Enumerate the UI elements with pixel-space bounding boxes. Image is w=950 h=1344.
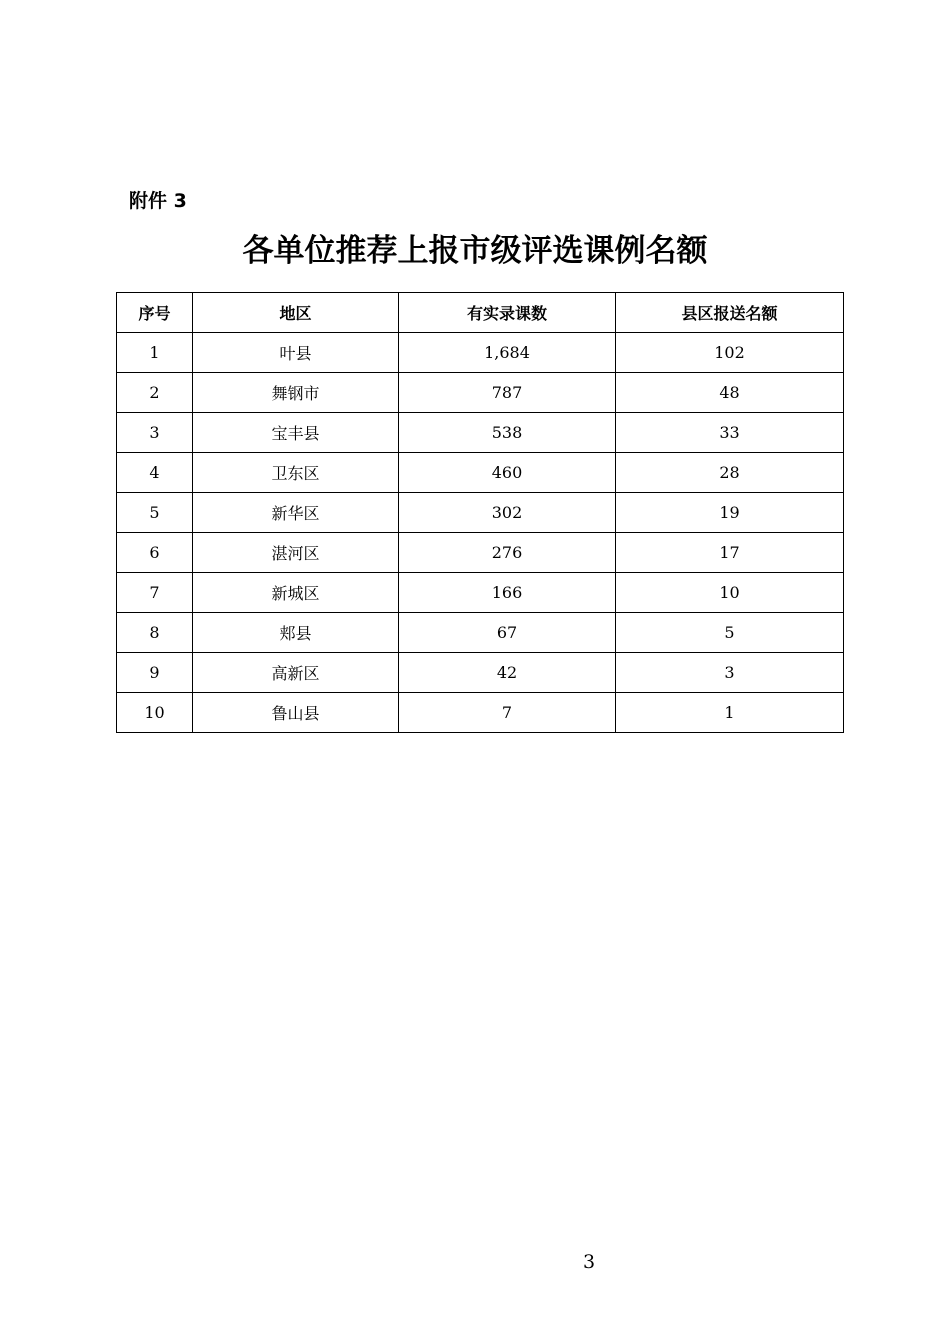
cell-recorded-lessons: 42 xyxy=(399,653,616,693)
table-row xyxy=(117,373,844,413)
quota-table xyxy=(116,292,844,733)
cell-recorded-lessons: 302 xyxy=(399,493,616,533)
table-row xyxy=(117,413,844,453)
cell-seq: 6 xyxy=(117,533,193,573)
cell-county-quota: 19 xyxy=(616,493,844,533)
header-seq: 序号 xyxy=(117,293,193,333)
cell-county-quota: 48 xyxy=(616,373,844,413)
cell-seq: 7 xyxy=(117,573,193,613)
cell-region: 湛河区 xyxy=(193,533,399,573)
cell-recorded-lessons: 787 xyxy=(399,373,616,413)
cell-county-quota: 28 xyxy=(616,453,844,493)
cell-region: 新华区 xyxy=(193,493,399,533)
cell-seq: 8 xyxy=(117,613,193,653)
cell-recorded-lessons: 276 xyxy=(399,533,616,573)
cell-seq: 4 xyxy=(117,453,193,493)
cell-recorded-lessons: 538 xyxy=(399,413,616,453)
cell-region: 宝丰县 xyxy=(193,413,399,453)
cell-recorded-lessons: 7 xyxy=(399,693,616,733)
cell-recorded-lessons: 460 xyxy=(399,453,616,493)
cell-county-quota: 33 xyxy=(616,413,844,453)
cell-county-quota: 102 xyxy=(616,333,844,373)
table-row xyxy=(117,613,844,653)
table-header-row xyxy=(117,293,844,333)
cell-region: 高新区 xyxy=(193,653,399,693)
cell-region: 郏县 xyxy=(193,613,399,653)
cell-seq: 3 xyxy=(117,413,193,453)
cell-seq: 5 xyxy=(117,493,193,533)
cell-county-quota: 1 xyxy=(616,693,844,733)
table-row xyxy=(117,453,844,493)
cell-recorded-lessons: 1,684 xyxy=(399,333,616,373)
cell-county-quota: 3 xyxy=(616,653,844,693)
table-row xyxy=(117,693,844,733)
table-row xyxy=(117,573,844,613)
cell-seq: 1 xyxy=(117,333,193,373)
cell-region: 鲁山县 xyxy=(193,693,399,733)
cell-seq: 9 xyxy=(117,653,193,693)
table-row xyxy=(117,533,844,573)
cell-county-quota: 5 xyxy=(616,613,844,653)
cell-county-quota: 10 xyxy=(616,573,844,613)
cell-region: 叶县 xyxy=(193,333,399,373)
attachment-label: 附件 3 xyxy=(129,190,187,212)
header-region: 地区 xyxy=(193,293,399,333)
table-row xyxy=(117,653,844,693)
cell-region: 卫东区 xyxy=(193,453,399,493)
cell-recorded-lessons: 166 xyxy=(399,573,616,613)
cell-seq: 10 xyxy=(117,693,193,733)
cell-region: 舞钢市 xyxy=(193,373,399,413)
cell-region: 新城区 xyxy=(193,573,399,613)
cell-seq: 2 xyxy=(117,373,193,413)
table-row xyxy=(117,333,844,373)
header-county-quota: 县区报送名额 xyxy=(616,293,844,333)
cell-recorded-lessons: 67 xyxy=(399,613,616,653)
table-row xyxy=(117,493,844,533)
document-title: 各单位推荐上报市级评选课例名额 xyxy=(242,233,708,269)
cell-county-quota: 17 xyxy=(616,533,844,573)
page-number: 3 xyxy=(583,1251,596,1273)
header-recorded-lessons: 有实录课数 xyxy=(399,293,616,333)
